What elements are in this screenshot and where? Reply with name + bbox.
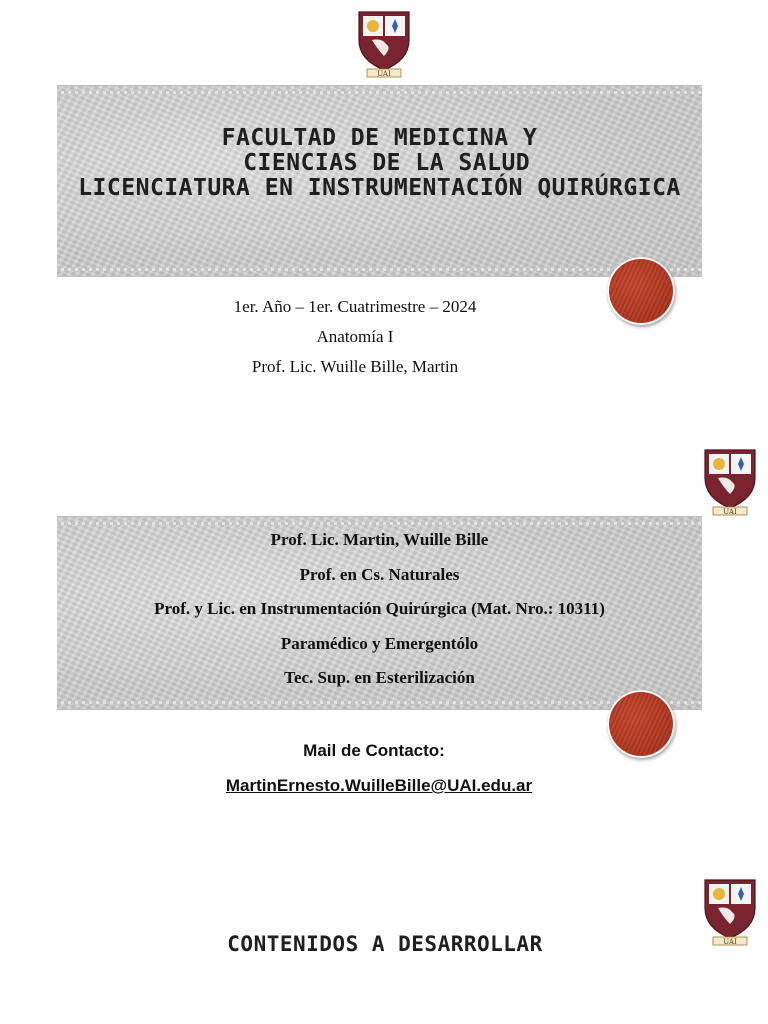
crest-label: UAI <box>377 70 391 78</box>
slide-title <box>0 0 768 430</box>
course-line: 1er. Año – 1er. Cuatrimestre – 2024 <box>233 297 477 316</box>
uai-crest-icon <box>702 448 758 516</box>
uai-crest-icon <box>356 10 412 78</box>
crest-label: UAI <box>723 938 737 946</box>
contact-label: Mail de Contacto: <box>303 741 445 760</box>
credentials-band <box>57 516 702 710</box>
slide-professor <box>0 440 768 840</box>
crest-label: UAI <box>723 508 737 516</box>
slide-contents <box>0 872 768 1024</box>
contents-title: CONTENIDOS A DESARROLLAR <box>227 932 543 956</box>
faculty-title: FACULTAD DE MEDICINA Y CIENCIAS DE LA SALUD LICENCIATURA EN INSTRUMENTACIÓN QUIRÚRGICA <box>78 125 681 201</box>
credential-line: Prof. Lic. Martin, Wuille Bille <box>270 530 489 549</box>
subject-name: Anatomía I <box>316 327 394 346</box>
credential-line: Prof. y Lic. en Instrumentación Quirúrgica (Mat. Nro.: 10311) <box>154 599 605 618</box>
credential-line: Prof. en Cs. Naturales <box>299 565 460 584</box>
credential-line: Paramédico y Emergentólo <box>280 634 479 653</box>
professor-name: Prof. Lic. Wuille Bille, Martin <box>251 357 459 376</box>
contact-email-link[interactable]: MartinErnesto.WuilleBille@UAI.edu.ar <box>225 776 533 795</box>
title-band <box>57 85 702 277</box>
credential-line: Tec. Sup. en Esterilización <box>284 668 475 687</box>
